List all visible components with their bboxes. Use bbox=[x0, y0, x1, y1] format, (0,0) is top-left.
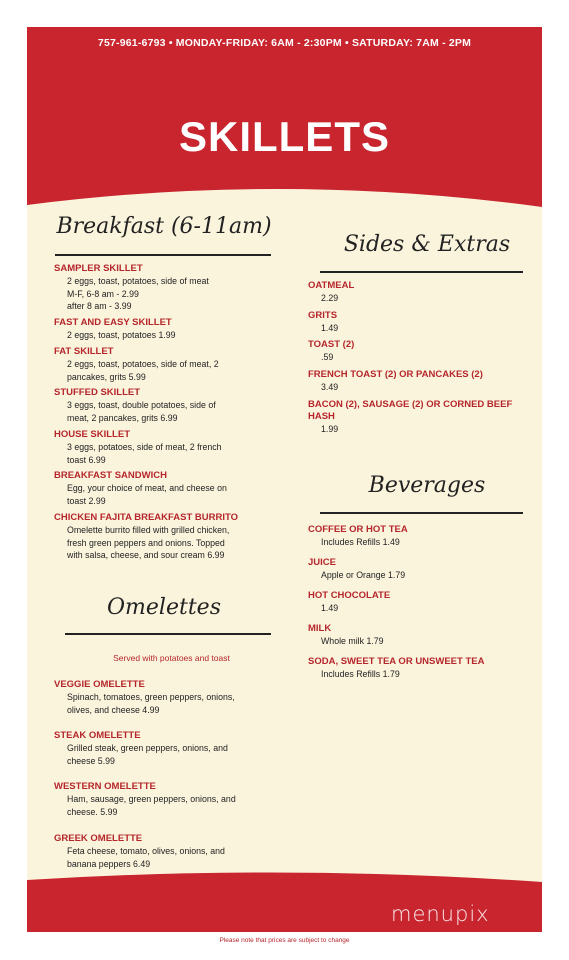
omelettes-item-description-line: Grilled steak, green peppers, onions, and bbox=[67, 743, 228, 753]
breakfast-item-description-line: Egg, your choice of meat, and cheese on bbox=[67, 483, 227, 493]
breakfast-item-description bbox=[54, 441, 284, 466]
breakfast-item bbox=[54, 317, 284, 342]
omelettes-item-description-line: Ham, sausage, green peppers, onions, and bbox=[67, 794, 236, 804]
beverages-item-description-line: 1.49 bbox=[321, 603, 339, 613]
beverages-item-description-line: Apple or Orange 1.79 bbox=[321, 570, 406, 580]
breakfast-item-description-line: fresh green peppers and onions. Topped bbox=[67, 537, 225, 548]
breakfast-item-description-line: pancakes, grits 5.99 bbox=[67, 371, 146, 382]
breakfast-item-name: CHICKEN FAJITA BREAKFAST BURRITO bbox=[54, 512, 239, 523]
menu-page bbox=[27, 27, 542, 932]
breakfast-item-description-line: M-F, 6-8 am - 2.99 bbox=[67, 288, 139, 299]
beverages-item-description bbox=[308, 668, 523, 681]
beverages-item-description-line: Includes Refills 1.49 bbox=[321, 537, 400, 547]
beverages-item-description bbox=[308, 602, 523, 615]
breakfast-divider bbox=[55, 254, 271, 256]
omelettes-title: Omelettes bbox=[107, 595, 221, 620]
sides-item-description-line: 3.49 bbox=[321, 382, 339, 392]
breakfast-item bbox=[54, 429, 284, 466]
breakfast-item-description-line: 2 eggs, toast, potatoes, side of meat, 2 bbox=[67, 359, 219, 369]
breakfast-item-description-line: with salsa, cheese, and sour cream 6.99 bbox=[67, 550, 225, 560]
omelettes-item-description-line: banana peppers 6.49 bbox=[67, 858, 151, 869]
breakfast-item-description bbox=[54, 482, 284, 507]
omelettes-item-description-line: cheese 5.99 bbox=[67, 755, 115, 766]
breakfast-item-description-line: Omelette burrito filled with grilled chicken, bbox=[67, 525, 230, 535]
omelettes-item-description bbox=[54, 691, 284, 716]
breakfast-item-description-line: meat, 2 pancakes, grits 6.99 bbox=[67, 412, 178, 423]
beverages-item bbox=[308, 524, 523, 549]
breakfast-item bbox=[54, 512, 284, 562]
sides-item-description bbox=[308, 351, 523, 364]
beverages-item-name: HOT CHOCOLATE bbox=[308, 590, 391, 601]
beverages-item bbox=[308, 590, 523, 615]
sides-item-name: OATMEAL bbox=[308, 280, 355, 291]
beverages-item-description-line: Includes Refills 1.79 bbox=[321, 669, 400, 679]
sides-item-description-line: 1.99 bbox=[321, 424, 339, 434]
sides-item-name: TOAST (2) bbox=[308, 339, 355, 350]
breakfast-item-description-line: 2 eggs, toast, potatoes 1.99 bbox=[67, 330, 176, 340]
beverages-item-description bbox=[308, 635, 523, 648]
sides-item bbox=[308, 339, 523, 364]
breakfast-item-description-line: after 8 am - 3.99 bbox=[67, 301, 132, 311]
sides-item-description-line: 1.49 bbox=[321, 323, 339, 333]
omelettes-item-description-line: olives, and cheese 4.99 bbox=[67, 704, 160, 715]
sides-divider bbox=[320, 271, 523, 273]
beverages-item bbox=[308, 557, 523, 582]
beverages-item-description bbox=[308, 569, 523, 582]
sides-item-name: BACON (2), SAUSAGE (2) OR CORNED BEEF HASH bbox=[308, 399, 513, 422]
breakfast-item-description-line: 3 eggs, potatoes, side of meat, 2 french bbox=[67, 442, 222, 452]
omelettes-item-description-line: Feta cheese, tomato, olives, onions, and bbox=[67, 846, 225, 856]
beverages-item-name: COFFEE OR HOT TEA bbox=[308, 524, 408, 535]
breakfast-item-name: FAST AND EASY SKILLET bbox=[54, 317, 172, 328]
breakfast-item bbox=[54, 346, 284, 383]
breakfast-item-description bbox=[54, 399, 284, 424]
sides-item bbox=[308, 399, 523, 436]
menupix-logo: menupix bbox=[391, 902, 490, 926]
breakfast-item-description bbox=[54, 275, 284, 313]
beverages-item-name: SODA, SWEET TEA OR UNSWEET TEA bbox=[308, 656, 485, 667]
sides-item bbox=[308, 369, 523, 394]
omelettes-item-description-line: Spinach, tomatoes, green peppers, onions, bbox=[67, 692, 235, 702]
beverages-item-name: MILK bbox=[308, 623, 332, 634]
sides-item-name: GRITS bbox=[308, 310, 338, 321]
beverages-divider bbox=[320, 512, 523, 514]
sides-item-name: FRENCH TOAST (2) OR PANCAKES (2) bbox=[308, 369, 483, 380]
beverages-item bbox=[308, 623, 523, 648]
sides-item-description bbox=[308, 423, 523, 436]
sides-item-description bbox=[308, 322, 523, 335]
omelettes-item-name: STEAK OMELETTE bbox=[54, 730, 141, 741]
omelettes-item bbox=[54, 679, 284, 716]
omelettes-item-description-line: cheese. 5.99 bbox=[67, 806, 118, 817]
breakfast-item-name: SAMPLER SKILLET bbox=[54, 263, 143, 274]
breakfast-item-name: BREAKFAST SANDWICH bbox=[54, 470, 167, 481]
breakfast-item bbox=[54, 470, 284, 507]
page-title: SKILLETS bbox=[178, 113, 390, 160]
breakfast-item-description bbox=[54, 329, 284, 342]
sides-item-description-line: 2.29 bbox=[321, 293, 339, 303]
breakfast-item-name: FAT SKILLET bbox=[54, 346, 114, 357]
beverages-item-name: JUICE bbox=[308, 557, 336, 568]
sides-item-description-line: .59 bbox=[321, 352, 334, 362]
breakfast-item-description-line: 2 eggs, toast, potatoes, side of meat bbox=[67, 276, 209, 286]
omelettes-item-description bbox=[54, 742, 284, 767]
sides-item bbox=[308, 310, 523, 335]
beverages-item-description-line: Whole milk 1.79 bbox=[321, 636, 384, 646]
omelettes-item-name: VEGGIE OMELETTE bbox=[54, 679, 145, 690]
breakfast-item-description bbox=[54, 524, 284, 562]
omelettes-item-description bbox=[54, 793, 284, 818]
sides-item-description bbox=[308, 381, 523, 394]
breakfast-item-description-line: toast 6.99 bbox=[67, 454, 106, 465]
omelettes-item bbox=[54, 730, 284, 767]
sides-item bbox=[308, 280, 523, 305]
breakfast-item-description-line: toast 2.99 bbox=[67, 495, 106, 506]
omelettes-item-name: WESTERN OMELETTE bbox=[54, 781, 156, 792]
breakfast-item-name: HOUSE SKILLET bbox=[54, 429, 131, 440]
omelettes-note: Served with potatoes and toast bbox=[113, 653, 230, 663]
breakfast-item bbox=[54, 387, 284, 424]
breakfast-title: Breakfast (6-11am) bbox=[56, 214, 272, 239]
breakfast-item-description bbox=[54, 358, 284, 383]
breakfast-item-description-line: 3 eggs, toast, double potatoes, side of bbox=[67, 400, 216, 410]
omelettes-item bbox=[54, 781, 284, 818]
omelettes-item-description bbox=[54, 845, 284, 870]
omelettes-divider bbox=[65, 633, 271, 635]
sides-item-description bbox=[308, 292, 523, 305]
beverages-item-description bbox=[308, 536, 523, 549]
price-disclaimer: Please note that prices are subject to change bbox=[219, 937, 350, 944]
beverages-title: Beverages bbox=[368, 473, 486, 498]
breakfast-item-name: STUFFED SKILLET bbox=[54, 387, 141, 398]
beverages-item bbox=[308, 656, 523, 681]
omelettes-item-name: GREEK OMELETTE bbox=[54, 833, 143, 844]
breakfast-item bbox=[54, 263, 284, 313]
sides-title: Sides & Extras bbox=[343, 232, 511, 257]
contact-hours-bar: 757-961-6793 • MONDAY-FRIDAY: 6AM - 2:30PM • SATURDAY: 7AM - 2PM bbox=[97, 37, 472, 49]
omelettes-item bbox=[54, 833, 284, 870]
